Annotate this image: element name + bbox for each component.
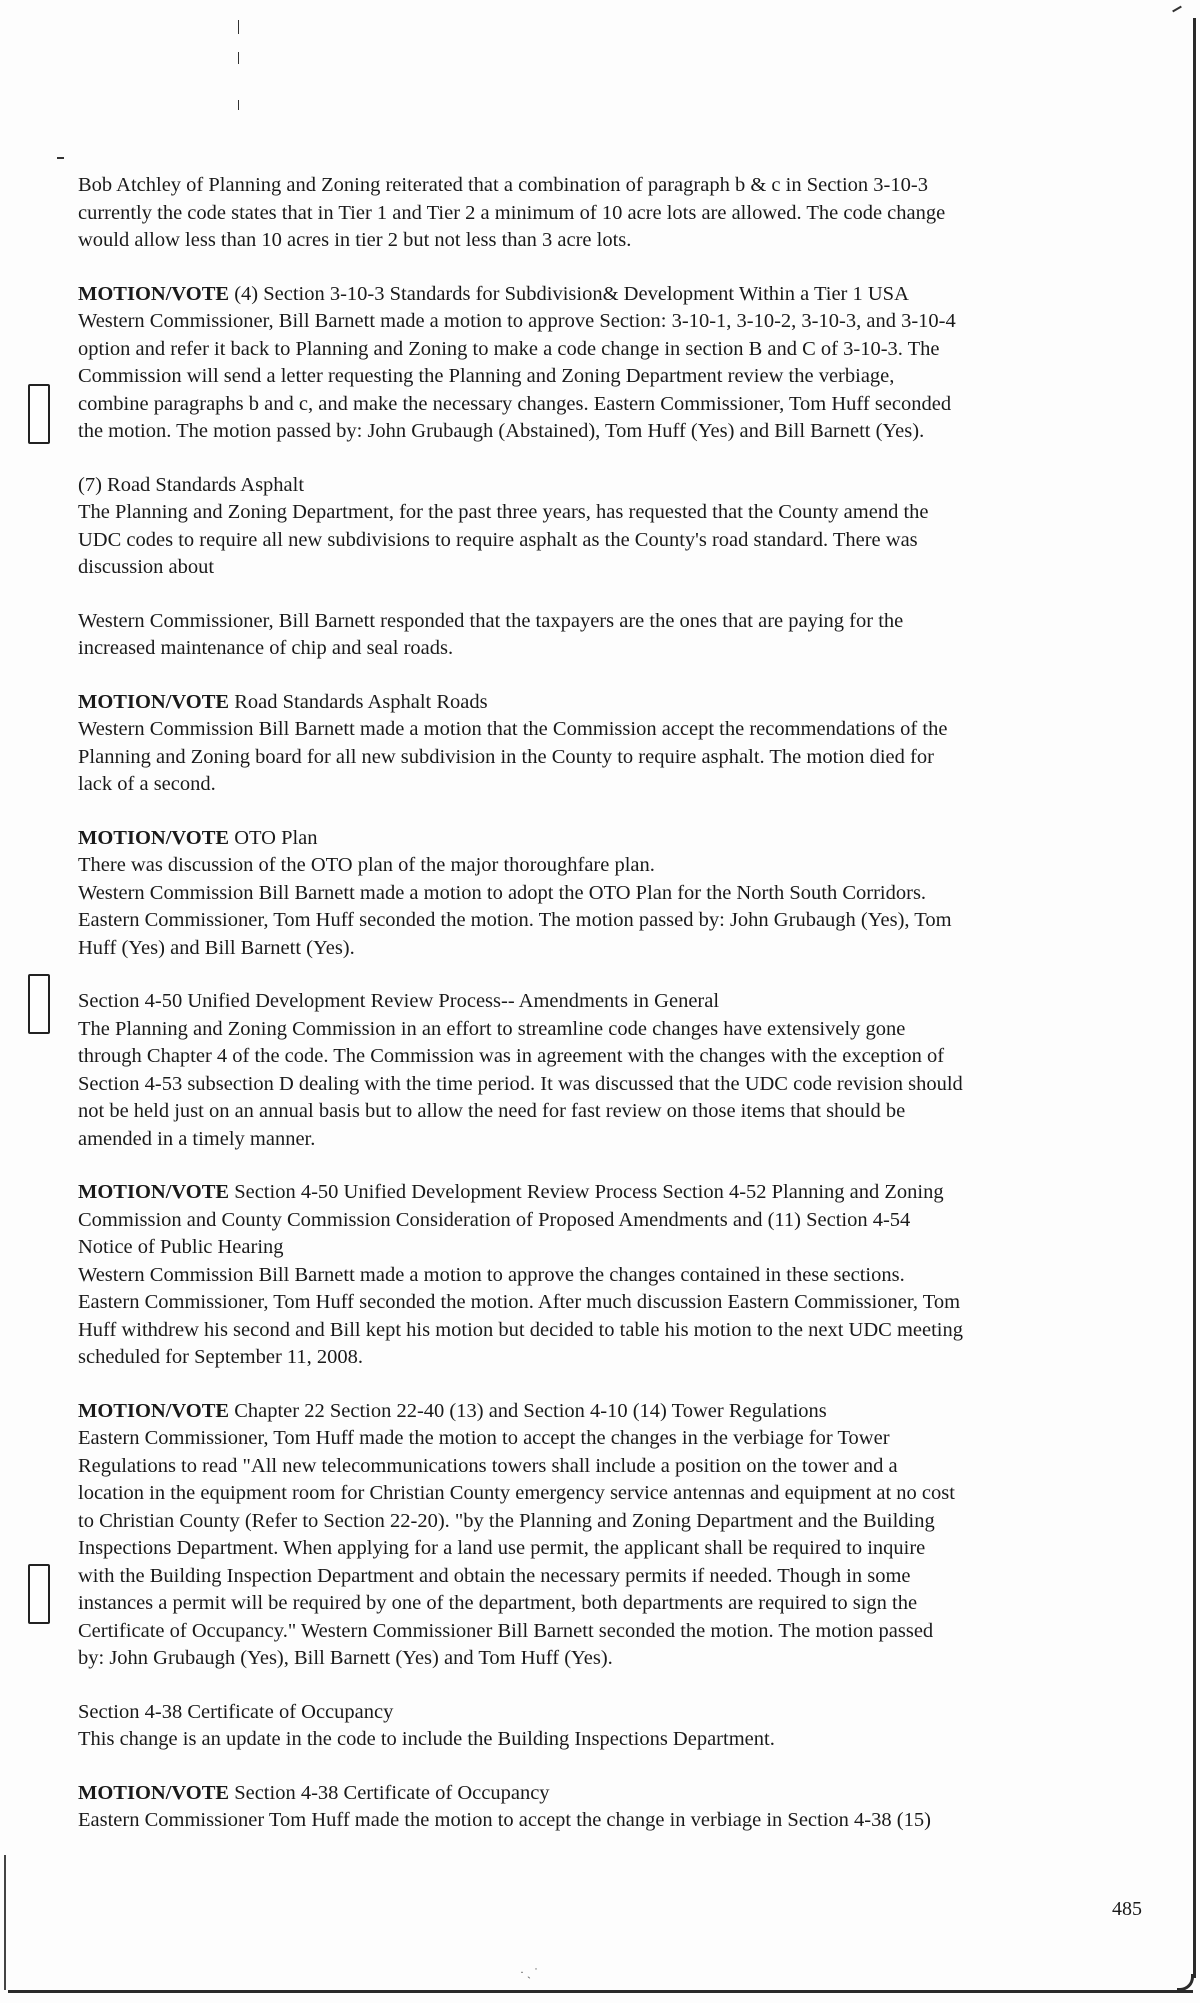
text-line xyxy=(78,1179,1118,1207)
text-line xyxy=(78,200,1118,228)
line-text: Bob Atchley of Planning and Zoning reiterated that a combination of paragraph b & c in Section 3-10-3 xyxy=(78,174,928,196)
text-line xyxy=(78,1289,1118,1317)
text-line xyxy=(78,1234,1118,1262)
text-line xyxy=(78,1535,1118,1563)
text-line xyxy=(78,1726,1118,1754)
line-text: increased maintenance of chip and seal roads. xyxy=(78,637,454,659)
text-line xyxy=(78,988,1118,1016)
text-line xyxy=(78,1780,1118,1808)
line-text: Huff (Yes) and Bill Barnett (Yes). xyxy=(78,936,355,959)
scan-mark: · ˏ ˙ xyxy=(520,1965,538,1979)
line-text: the motion. The motion passed by: John Grubaugh (Abstained), Tom Huff (Yes) and Bill Barnett (Yes). xyxy=(78,420,925,442)
motion-vote-label: MOTION/VOTE xyxy=(78,826,230,849)
text-line xyxy=(78,1807,1118,1835)
text-line xyxy=(78,935,1118,963)
line-text: OTO Plan xyxy=(229,826,318,849)
text-line xyxy=(78,472,1118,500)
line-text: Inspections Department. When applying for a land use permit, the applicant shall be required to inquire xyxy=(78,1537,926,1559)
text-line xyxy=(78,281,1118,309)
text-line xyxy=(78,1618,1118,1646)
line-text: Certificate of Occupancy." Western Commissioner Bill Barnett seconded the motion. The motion passed xyxy=(78,1619,934,1642)
line-text: (4) Section 3-10-3 Standards for Subdivision& Development Within a Tier 1 USA xyxy=(229,282,909,305)
line-text: Regulations to read "All new telecommunications towers shall include a position on the tower and a xyxy=(78,1454,898,1477)
line-text: by: John Grubaugh (Yes), Bill Barnett (Yes) and Tom Huff (Yes). xyxy=(78,1647,613,1669)
page-edge-bottom xyxy=(8,1990,1193,1993)
motion-vote-label: MOTION/VOTE xyxy=(78,282,230,305)
text-line xyxy=(78,1590,1118,1618)
line-text: Section 4-50 Unified Development Review Process Section 4-52 Planning and Zoning xyxy=(229,1181,944,1203)
binder-hole xyxy=(28,974,50,1034)
line-text: option and refer it back to Planning and Zoning to make a code change in section B and C of 3-10-3. The xyxy=(78,337,940,360)
binder-hole xyxy=(28,1564,50,1624)
line-text: Notice of Public Hearing xyxy=(78,1236,284,1258)
motion-vote-paragraph xyxy=(78,281,1118,446)
text-line xyxy=(78,308,1118,336)
text-line xyxy=(78,852,1118,880)
text-line xyxy=(78,1425,1118,1453)
line-text: currently the code states that in Tier 1 and Tier 2 a minimum of 10 acre lots are allowed. The code change xyxy=(78,201,946,224)
motion-vote-paragraph xyxy=(78,825,1118,963)
line-text: This change is an update in the code to include the Building Inspections Department. xyxy=(78,1728,775,1750)
text-line xyxy=(78,1262,1118,1290)
text-line xyxy=(78,418,1118,446)
minutes-paragraph xyxy=(78,172,1118,255)
text-line xyxy=(78,635,1118,663)
line-text: Eastern Commissioner, Tom Huff seconded the motion. After much discussion Eastern Commissioner, Tom xyxy=(78,1291,961,1313)
line-text: with the Building Inspection Department and obtain the necessary permits if needed. Though in some xyxy=(78,1564,911,1587)
line-text: to Christian County (Refer to Section 22-20). "by the Planning and Zoning Department and the Building xyxy=(78,1509,935,1532)
minutes-paragraph xyxy=(78,472,1118,582)
text-line xyxy=(78,1398,1118,1426)
text-line xyxy=(78,1453,1118,1481)
text-line xyxy=(78,825,1118,853)
text-line xyxy=(78,1317,1118,1345)
binder-hole xyxy=(28,384,50,444)
page-corner-curl xyxy=(1177,1974,1194,1991)
scan-mark xyxy=(238,100,239,110)
text-line xyxy=(78,527,1118,555)
line-text: not be held just on an annual basis but to allow the need for fast review on those items that should be xyxy=(78,1100,906,1122)
scan-mark xyxy=(238,52,239,64)
motion-vote-label: MOTION/VOTE xyxy=(78,1781,230,1804)
line-text: Road Standards Asphalt Roads xyxy=(229,690,488,713)
text-line xyxy=(78,880,1118,908)
text-line xyxy=(78,1098,1118,1126)
text-line xyxy=(78,1043,1118,1071)
line-text: Eastern Commissioner, Tom Huff seconded the motion. The motion passed by: John Grubaugh (Yes), Tom xyxy=(78,909,952,931)
text-line xyxy=(78,1207,1118,1235)
line-text: The Planning and Zoning Commission in an effort to streamline code changes have extensively gone xyxy=(78,1017,906,1040)
text-line xyxy=(78,363,1118,391)
line-text: discussion about xyxy=(78,556,215,578)
text-line xyxy=(78,391,1118,419)
text-line xyxy=(78,1071,1118,1099)
line-text: Western Commission Bill Barnett made a motion to approve the changes contained in these sections. xyxy=(78,1263,905,1286)
text-line xyxy=(78,499,1118,527)
line-text: Commission will send a letter requesting the Planning and Zoning Department review the verbiage, xyxy=(78,365,895,387)
line-text: Eastern Commissioner, Tom Huff made the motion to accept the changes in the verbiage for Tower xyxy=(78,1427,890,1449)
text-line xyxy=(78,227,1118,255)
minutes-paragraph xyxy=(78,1699,1118,1754)
motion-vote-paragraph xyxy=(78,1179,1118,1372)
page-corner-mark xyxy=(1172,6,1182,13)
text-line xyxy=(78,1344,1118,1372)
line-text: amended in a timely manner. xyxy=(78,1127,316,1150)
minutes-body xyxy=(78,172,1118,1861)
text-line xyxy=(78,716,1118,744)
text-line xyxy=(78,554,1118,582)
text-line xyxy=(78,1126,1118,1154)
motion-vote-label: MOTION/VOTE xyxy=(78,690,230,713)
scan-mark xyxy=(238,20,239,34)
text-line xyxy=(78,771,1118,799)
text-line xyxy=(78,608,1118,636)
motion-vote-paragraph xyxy=(78,1398,1118,1673)
minutes-paragraph xyxy=(78,988,1118,1153)
line-text: Western Commissioner, Bill Barnett responded that the taxpayers are the ones that are paying for the xyxy=(78,609,904,632)
line-text: Huff withdrew his second and Bill kept his motion but decided to table his motion to the next UDC meeting xyxy=(78,1318,963,1341)
motion-vote-paragraph xyxy=(78,1780,1118,1835)
line-text: (7) Road Standards Asphalt xyxy=(78,473,305,496)
line-text: Western Commission Bill Barnett made a motion to adopt the OTO Plan for the North South Corridors. xyxy=(78,881,927,904)
scan-mark xyxy=(57,157,64,159)
text-line xyxy=(78,1563,1118,1591)
line-text: Western Commissioner, Bill Barnett made a motion to approve Section: 3-10-1, 3-10-2, 3-10-3, and 3-10-4 xyxy=(78,310,956,332)
line-text: Planning and Zoning board for all new subdivision in the County to require asphalt. The motion died for xyxy=(78,745,934,768)
text-line xyxy=(78,336,1118,364)
text-line xyxy=(78,1480,1118,1508)
page-number: 485 xyxy=(1112,1898,1142,1920)
line-text: Section 4-50 Unified Development Review Process-- Amendments in General xyxy=(78,990,720,1012)
text-line xyxy=(78,689,1118,717)
line-text: Section 4-53 subsection D dealing with the time period. It was discussed that the UDC code revision should xyxy=(78,1072,963,1095)
line-text: There was discussion of the OTO plan of the major thoroughfare plan. xyxy=(78,854,655,876)
line-text: lack of a second. xyxy=(78,773,216,795)
line-text: would allow less than 10 acres in tier 2 but not less than 3 acre lots. xyxy=(78,229,632,251)
page-edge-left xyxy=(4,1855,6,1990)
text-line xyxy=(78,1699,1118,1727)
text-line xyxy=(78,744,1118,772)
line-text: The Planning and Zoning Department, for the past three years, has requested that the County amend the xyxy=(78,501,929,523)
motion-vote-label: MOTION/VOTE xyxy=(78,1181,230,1203)
line-text: Section 4-38 Certificate of Occupancy xyxy=(78,1700,394,1723)
text-line xyxy=(78,907,1118,935)
line-text: scheduled for September 11, 2008. xyxy=(78,1346,364,1368)
line-text: combine paragraphs b and c, and make the necessary changes. Eastern Commissioner, Tom Huff seconded xyxy=(78,392,952,415)
line-text: Chapter 22 Section 22-40 (13) and Section 4-10 (14) Tower Regulations xyxy=(229,1399,827,1422)
text-line xyxy=(78,1645,1118,1673)
text-line xyxy=(78,1016,1118,1044)
minutes-paragraph xyxy=(78,608,1118,663)
line-text: through Chapter 4 of the code. The Commission was in agreement with the changes with the exception of xyxy=(78,1045,945,1067)
page-edge-right xyxy=(1193,18,1196,1978)
line-text: Commission and County Commission Consideration of Proposed Amendments and (11) Section 4-54 xyxy=(78,1208,911,1231)
line-text: location in the equipment room for Christian County emergency service antennas and equipment at no cost xyxy=(78,1482,955,1504)
text-line xyxy=(78,1508,1118,1536)
line-text: instances a permit will be required by one of the department, both departments are required to sign the xyxy=(78,1592,918,1614)
line-text: Western Commission Bill Barnett made a motion that the Commission accept the recommendations of the xyxy=(78,718,948,740)
motion-vote-label: MOTION/VOTE xyxy=(78,1399,230,1422)
line-text: UDC codes to require all new subdivisions to require asphalt as the County's road standard. There was xyxy=(78,528,918,551)
line-text: Section 4-38 Certificate of Occupancy xyxy=(229,1781,550,1804)
text-line xyxy=(78,172,1118,200)
line-text: Eastern Commissioner Tom Huff made the motion to accept the change in verbiage in Section 4-38 (15) xyxy=(78,1809,931,1831)
motion-vote-paragraph xyxy=(78,689,1118,799)
